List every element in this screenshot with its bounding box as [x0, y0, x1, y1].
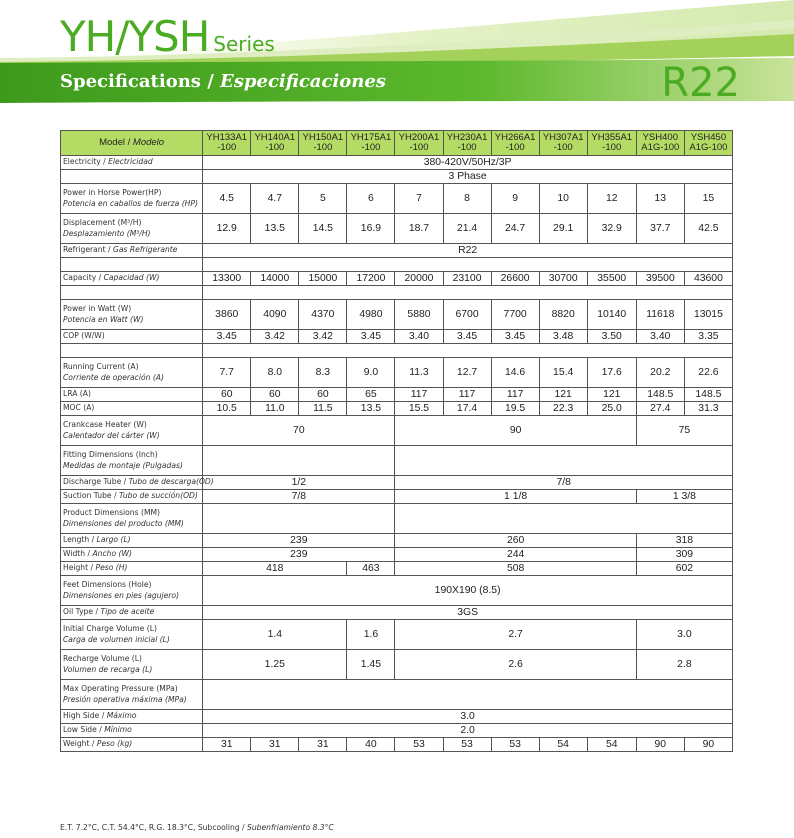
value-cell: 418: [203, 562, 347, 576]
value-cell: 20.2: [636, 358, 684, 388]
value-cell: 3860: [203, 300, 251, 330]
value-cell: 17200: [347, 272, 395, 286]
table-header-row: [61, 131, 733, 156]
value-cell: 380-420V/50Hz/3P: [203, 156, 733, 170]
row-label: Product Dimensions (MM) Dimensiones del producto (MM): [61, 504, 203, 534]
value-cell: 4.5: [203, 184, 251, 214]
value-cell: 1.25: [203, 650, 347, 680]
value-cell: 3.42: [299, 330, 347, 344]
row-label: [61, 258, 203, 272]
value-cell: [203, 504, 395, 534]
value-cell: 3.0: [636, 620, 732, 650]
table-body: [61, 156, 733, 752]
value-cell: 8: [443, 184, 491, 214]
model-header: YH140A1 -100: [251, 131, 299, 156]
value-cell: 10.5: [203, 402, 251, 416]
value-cell: 12.9: [203, 214, 251, 244]
table-row: [61, 244, 733, 258]
value-cell: 29.1: [539, 214, 587, 244]
value-cell: 244: [395, 548, 636, 562]
row-label: Displacement (M³/H) Desplazamiento (M³/H): [61, 214, 203, 244]
value-cell: 21.4: [443, 214, 491, 244]
value-cell: 14000: [251, 272, 299, 286]
value-cell: [203, 344, 733, 358]
value-cell: 6700: [443, 300, 491, 330]
value-cell: 148.5: [636, 388, 684, 402]
value-cell: 8820: [539, 300, 587, 330]
value-cell: 121: [539, 388, 587, 402]
value-cell: 31.3: [684, 402, 732, 416]
row-label: Running Current (A) Corriente de operación (A): [61, 358, 203, 388]
table-row: [61, 710, 733, 724]
value-cell: 3.40: [636, 330, 684, 344]
value-cell: 27.4: [636, 402, 684, 416]
value-cell: 40: [347, 738, 395, 752]
row-label: Low Side / Mínimo: [61, 724, 203, 738]
row-label: Refrigerant / Gas Refrigerante: [61, 244, 203, 258]
model-header: YH150A1 -100: [299, 131, 347, 156]
value-cell: [203, 258, 733, 272]
value-cell: 18.7: [395, 214, 443, 244]
table-row: [61, 258, 733, 272]
value-cell: 54: [539, 738, 587, 752]
value-cell: 8.3: [299, 358, 347, 388]
value-cell: 190X190 (8.5): [203, 576, 733, 606]
value-cell: 7700: [491, 300, 539, 330]
row-label: Recharge Volume (L) Volumen de recarga (L): [61, 650, 203, 680]
value-cell: 22.6: [684, 358, 732, 388]
value-cell: 15: [684, 184, 732, 214]
value-cell: 3.48: [539, 330, 587, 344]
table-row: [61, 576, 733, 606]
value-cell: 20000: [395, 272, 443, 286]
value-cell: 53: [491, 738, 539, 752]
value-cell: 2.8: [636, 650, 732, 680]
value-cell: 1 3/8: [636, 490, 732, 504]
row-label: Suction Tube / Tubo de succión(OD): [61, 490, 203, 504]
row-label: Power in Horse Power(HP) Potencia en caballos de fuerza (HP): [61, 184, 203, 214]
table-row: [61, 504, 733, 534]
value-cell: [203, 446, 395, 476]
value-cell: 11.5: [299, 402, 347, 416]
row-label: [61, 344, 203, 358]
value-cell: [203, 680, 733, 710]
model-header: YSH450 A1G-100: [684, 131, 732, 156]
value-cell: 53: [395, 738, 443, 752]
value-cell: 31: [251, 738, 299, 752]
value-cell: 5: [299, 184, 347, 214]
title-series: Series: [213, 32, 275, 56]
value-cell: 148.5: [684, 388, 732, 402]
row-label: Oil Type / Tipo de aceite: [61, 606, 203, 620]
value-cell: 60: [299, 388, 347, 402]
table-row: [61, 358, 733, 388]
value-cell: 15000: [299, 272, 347, 286]
table-row: [61, 156, 733, 170]
title-model: YH/YSH: [60, 12, 210, 61]
value-cell: 11.0: [251, 402, 299, 416]
row-label: MOC (A): [61, 402, 203, 416]
value-cell: 7: [395, 184, 443, 214]
value-cell: 239: [203, 548, 395, 562]
value-cell: 39500: [636, 272, 684, 286]
value-cell: 37.7: [636, 214, 684, 244]
row-label: Height / Peso (H): [61, 562, 203, 576]
value-cell: 60: [251, 388, 299, 402]
value-cell: 53: [443, 738, 491, 752]
value-cell: 3.0: [203, 710, 733, 724]
value-cell: 9: [491, 184, 539, 214]
value-cell: 7.7: [203, 358, 251, 388]
value-cell: 16.9: [347, 214, 395, 244]
value-cell: 117: [395, 388, 443, 402]
value-cell: 9.0: [347, 358, 395, 388]
value-cell: 15.4: [539, 358, 587, 388]
value-cell: 10: [539, 184, 587, 214]
table-row: [61, 214, 733, 244]
table-row: [61, 416, 733, 446]
value-cell: 117: [491, 388, 539, 402]
row-label: Length / Largo (L): [61, 534, 203, 548]
value-cell: 90: [684, 738, 732, 752]
value-cell: 23100: [443, 272, 491, 286]
table-row: [61, 330, 733, 344]
value-cell: 15.5: [395, 402, 443, 416]
table-row: [61, 300, 733, 330]
value-cell: 30700: [539, 272, 587, 286]
value-cell: 17.6: [587, 358, 636, 388]
value-cell: 19.5: [491, 402, 539, 416]
specifications-table: [60, 130, 733, 752]
value-cell: 35500: [587, 272, 636, 286]
model-header: YH230A1 -100: [443, 131, 491, 156]
value-cell: 90: [395, 416, 636, 446]
table-row: [61, 620, 733, 650]
row-label: Electricity / Electricidad: [61, 156, 203, 170]
value-cell: 508: [395, 562, 636, 576]
model-header: YH200A1 -100: [395, 131, 443, 156]
refrigerant-badge: R22: [661, 60, 740, 106]
value-cell: 318: [636, 534, 732, 548]
row-label: [61, 170, 203, 184]
table-row: [61, 446, 733, 476]
table-row: [61, 650, 733, 680]
table-row: [61, 562, 733, 576]
table-row: [61, 286, 733, 300]
value-cell: 117: [443, 388, 491, 402]
table-row: [61, 490, 733, 504]
table-row: [61, 534, 733, 548]
row-label: Width / Ancho (W): [61, 548, 203, 562]
row-label: LRA (A): [61, 388, 203, 402]
table-row: [61, 344, 733, 358]
value-cell: 121: [587, 388, 636, 402]
value-cell: 14.5: [299, 214, 347, 244]
value-cell: 7/8: [203, 490, 395, 504]
page-title: [60, 12, 275, 61]
value-cell: 31: [299, 738, 347, 752]
row-label: Max Operating Pressure (MPa) Presión operativa máxima (MPa): [61, 680, 203, 710]
value-cell: 13300: [203, 272, 251, 286]
row-label: Initial Charge Volume (L) Carga de volumen inicial (L): [61, 620, 203, 650]
value-cell: 3.35: [684, 330, 732, 344]
value-cell: 260: [395, 534, 636, 548]
value-cell: 1 1/8: [395, 490, 636, 504]
table-row: [61, 548, 733, 562]
row-label: Power in Watt (W) Potencia en Watt (W): [61, 300, 203, 330]
value-cell: 2.7: [395, 620, 636, 650]
table-row: [61, 402, 733, 416]
row-label: High Side / Máximo: [61, 710, 203, 724]
value-cell: 4.7: [251, 184, 299, 214]
value-cell: 43600: [684, 272, 732, 286]
value-cell: 25.0: [587, 402, 636, 416]
model-header: YH133A1 -100: [203, 131, 251, 156]
value-cell: [395, 504, 733, 534]
table-row: [61, 388, 733, 402]
table-row: [61, 476, 733, 490]
value-cell: 26600: [491, 272, 539, 286]
value-cell: 4090: [251, 300, 299, 330]
value-cell: 13.5: [251, 214, 299, 244]
value-cell: 54: [587, 738, 636, 752]
table-row: [61, 184, 733, 214]
value-cell: 602: [636, 562, 732, 576]
value-cell: 13015: [684, 300, 732, 330]
table-row: [61, 272, 733, 286]
table-row: [61, 606, 733, 620]
value-cell: 32.9: [587, 214, 636, 244]
value-cell: 1.4: [203, 620, 347, 650]
value-cell: 24.7: [491, 214, 539, 244]
value-cell: 309: [636, 548, 732, 562]
row-label: Crankcase Heater (W) Calentador del cárter (W): [61, 416, 203, 446]
row-label: COP (W/W): [61, 330, 203, 344]
value-cell: 12: [587, 184, 636, 214]
value-cell: 65: [347, 388, 395, 402]
value-cell: 6: [347, 184, 395, 214]
value-cell: 90: [636, 738, 684, 752]
value-cell: 11618: [636, 300, 684, 330]
subtitle-spanish: Especificaciones: [220, 71, 386, 92]
model-header: YH175A1 -100: [347, 131, 395, 156]
row-label: Weight / Peso (kg): [61, 738, 203, 752]
section-subtitle: [60, 71, 386, 92]
value-cell: 3.45: [203, 330, 251, 344]
value-cell: 3.45: [347, 330, 395, 344]
value-cell: 70: [203, 416, 395, 446]
value-cell: 3GS: [203, 606, 733, 620]
table-row: [61, 738, 733, 752]
value-cell: 31: [203, 738, 251, 752]
value-cell: [395, 446, 733, 476]
value-cell: 3.50: [587, 330, 636, 344]
value-cell: 13.5: [347, 402, 395, 416]
value-cell: 7/8: [395, 476, 733, 490]
value-cell: 12.7: [443, 358, 491, 388]
value-cell: 11.3: [395, 358, 443, 388]
model-header: YH307A1 -100: [539, 131, 587, 156]
table-row: [61, 680, 733, 710]
value-cell: R22: [203, 244, 733, 258]
row-label: Feet Dimensions (Hole) Dimensiones en pies (agujero): [61, 576, 203, 606]
value-cell: 463: [347, 562, 395, 576]
value-cell: 3.45: [491, 330, 539, 344]
value-cell: 3.42: [251, 330, 299, 344]
value-cell: 8.0: [251, 358, 299, 388]
table-row: [61, 724, 733, 738]
value-cell: 1/2: [203, 476, 395, 490]
value-cell: 17.4: [443, 402, 491, 416]
value-cell: [203, 286, 733, 300]
value-cell: 22.3: [539, 402, 587, 416]
value-cell: 5880: [395, 300, 443, 330]
row-label: [61, 286, 203, 300]
value-cell: 239: [203, 534, 395, 548]
value-cell: 14.6: [491, 358, 539, 388]
row-label: Fitting Dimensions (Inch) Medidas de montaje (Pulgadas): [61, 446, 203, 476]
header-banner: [0, 0, 794, 110]
value-cell: 4980: [347, 300, 395, 330]
value-cell: 4370: [299, 300, 347, 330]
value-cell: 75: [636, 416, 732, 446]
value-cell: 3.45: [443, 330, 491, 344]
value-cell: 60: [203, 388, 251, 402]
value-cell: 13: [636, 184, 684, 214]
model-header: YH266A1 -100: [491, 131, 539, 156]
row-label: Discharge Tube / Tubo de descarga(OD): [61, 476, 203, 490]
value-cell: 1.6: [347, 620, 395, 650]
model-header: YH355A1 -100: [587, 131, 636, 156]
model-header-cell: Model / Modelo: [61, 131, 203, 156]
value-cell: 2.0: [203, 724, 733, 738]
value-cell: 1.45: [347, 650, 395, 680]
value-cell: 10140: [587, 300, 636, 330]
value-cell: 3.40: [395, 330, 443, 344]
subtitle-english: Specifications /: [60, 71, 214, 92]
value-cell: 3 Phase: [203, 170, 733, 184]
footnote: E.T. 7.2°C, C.T. 54.4°C, R.G. 18.3°C, Subcooling / Subenfriamiento 8.3°C: [60, 823, 334, 832]
value-cell: 2.6: [395, 650, 636, 680]
model-header: YSH400 A1G-100: [636, 131, 684, 156]
table-row: [61, 170, 733, 184]
row-label: Capacity / Capacidad (W): [61, 272, 203, 286]
value-cell: 42.5: [684, 214, 732, 244]
